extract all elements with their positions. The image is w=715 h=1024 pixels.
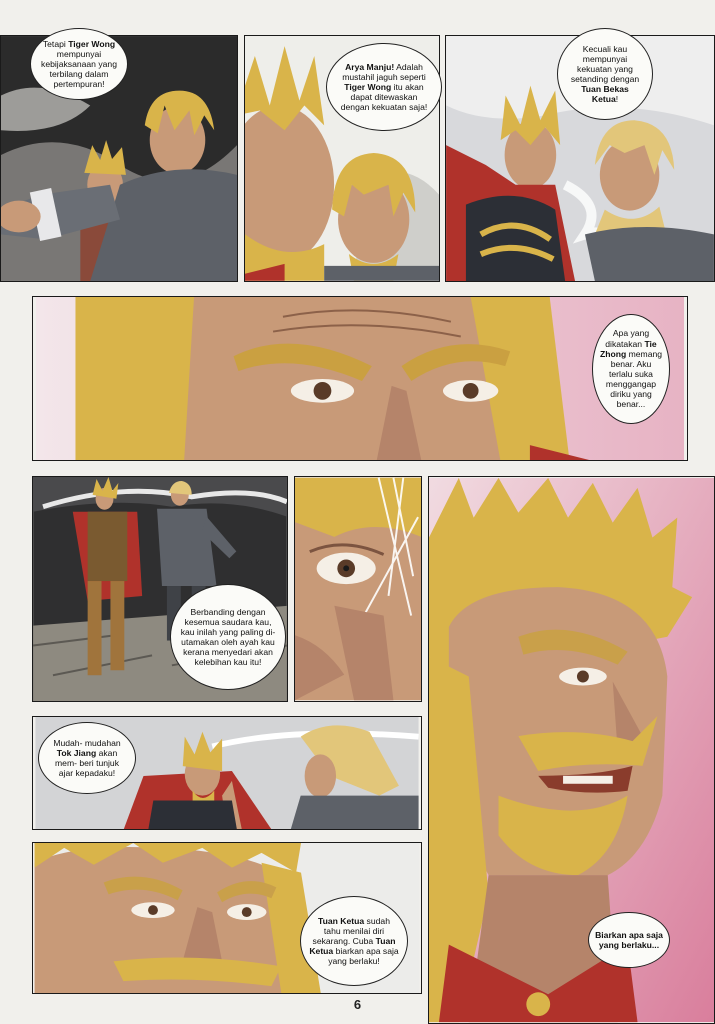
bubble-7-bold-a: Tuan Ketua [318,915,365,926]
panel-4-art [33,297,687,460]
bubble-3-text-b: ! [615,94,619,105]
bubble-2-bold-b: Tiger Wong [344,81,392,92]
speech-bubble-1 [30,28,128,100]
bubble-7-text-a: sudah tahu menilai diri sekarang. Cuba [312,915,390,946]
bubble-8-bold: Biarkan apa saja yang berlaku... [595,929,663,950]
speech-bubble-6 [38,722,136,794]
bubble-7-bold-b: Tuan Ketua [309,935,396,957]
page-number: 6 [353,997,362,1012]
bubble-5-text: Berbanding dengan kesemua saudara kau, kau inilah yang paling di- utamakan oleh ayah kau kerana menyedari akan kelebihan kau itu! [180,606,276,668]
bubble-7-text-b: biarkan apa saja yang berlaku! [328,946,399,967]
bubble-1-bold: Tiger Wong [68,38,116,49]
bubble-3-bold: Tuan Bekas Ketua [581,84,629,105]
speech-bubble-2 [326,43,442,131]
bubble-4-text-b: memang benar. Aku terlalu suka menggangap diriku yang benar... [605,348,663,410]
panel-7-art [429,477,714,1023]
bubble-6-bold: Tok Jiang [56,747,97,758]
speech-bubble-3 [557,28,653,120]
panel-4 [32,296,688,461]
speech-bubble-5 [170,584,286,690]
bubble-6-text-b: akan mem- beri tunjuk ajar kepadaku! [55,747,119,779]
bubble-2-text-a: Adalah mustahil jaguh seperti [342,61,426,82]
bubble-1-text-a: Tetapi [42,38,69,49]
panel-6 [294,476,422,702]
bubble-1-text-b: mempunyai kebijaksanaan yang terbilang dalam pertempuran! [41,48,117,90]
speech-bubble-4 [592,314,670,424]
panel-7 [428,476,715,1024]
speech-bubble-8 [588,912,670,968]
bubble-2-bold-a: Arya Manju! [345,61,395,72]
speech-bubble-7 [300,896,408,986]
bubble-3-text-a: Kecuali kau mempunyai kekuatan yang setanding dengan [570,43,640,84]
bubble-4-text-a: Apa yang dikatakan [605,328,650,349]
bubble-2-text-b: itu akan dapat ditewaskan dengan kekuatan saja! [340,81,428,113]
panel-6-art [295,477,421,701]
bubble-6-text-a: Mudah- mudahan [53,737,121,748]
bubble-4-bold: Tie Zhong [599,338,657,359]
